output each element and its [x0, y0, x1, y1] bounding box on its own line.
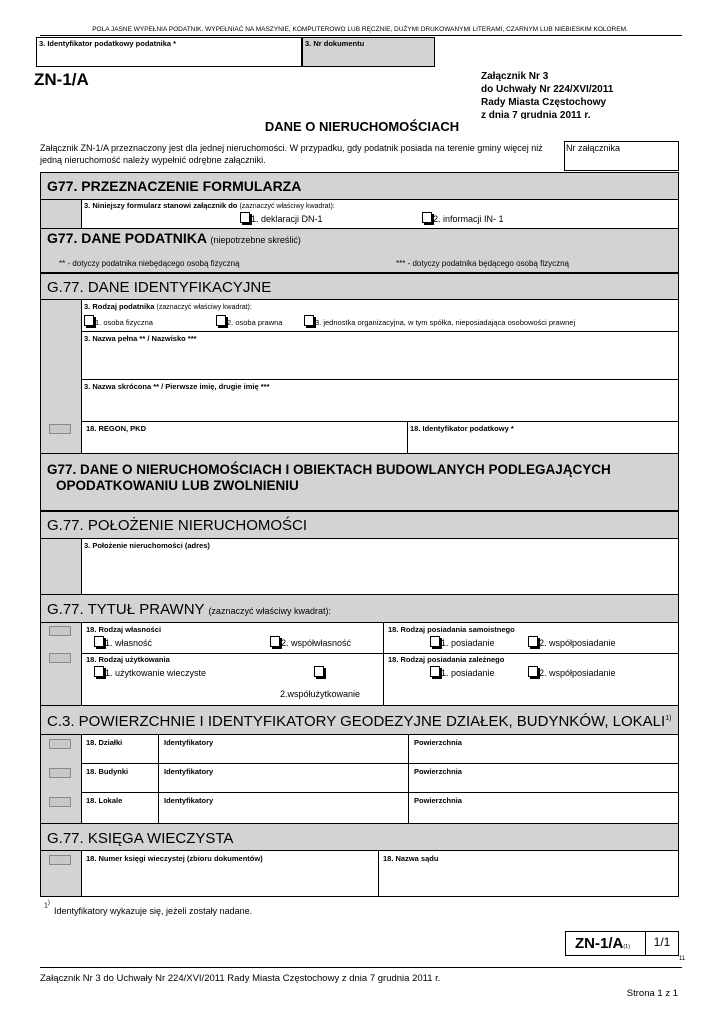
taxpayer-type-field: [82, 300, 679, 332]
section-identification: [40, 273, 679, 300]
legal-title-note: (zaznaczyć właściwy kwadrat):: [208, 606, 331, 616]
section-title: [47, 462, 611, 494]
areas-title: C.3. POWIERZCHNIE I IDENTYFIKATORY GEODEZYJNE DZIAŁEK, BUDYNKÓW, LOKALI: [47, 713, 666, 730]
taxpayer-note-nonnatural: ** - dotyczy podatnika niebędącego osobą fizyczną: [59, 259, 240, 268]
column-divider: [158, 764, 159, 793]
property-title-line1: G77. DANE O NIERUCHOMOŚCIACH I OBIEKTACH BUDOWLANYCH PODLEGAJĄCYCH: [47, 462, 611, 477]
option-dependent-co-possession[interactable]: [528, 666, 616, 678]
option-co-usufruct[interactable]: [314, 666, 325, 678]
identifiers-label: Identyfikatory: [164, 738, 214, 747]
option-perpetual-usufruct-label: 1. użytkowanie wieczyste: [105, 668, 207, 678]
section-title: [47, 713, 671, 730]
checkbox-co-ownership[interactable]: [270, 636, 280, 647]
left-margin: [40, 623, 82, 705]
address-label: 3. Położenie nieruchomości (adres): [84, 541, 210, 550]
page-title: DANE O NIERUCHOMOŚCIACH: [264, 119, 460, 134]
table-row: [82, 764, 679, 793]
annex-line: Rady Miasta Częstochowy: [481, 97, 607, 108]
area-label: Powierzchnia: [414, 767, 462, 776]
ownership-field: [82, 623, 384, 654]
column-divider: [408, 735, 409, 764]
option-ownership-label: 1. własność: [105, 638, 153, 648]
purpose-label-note: (zaznaczyć właściwy kwadrat):: [239, 203, 335, 210]
option-in1[interactable]: [422, 212, 504, 224]
checkbox-natural-person[interactable]: [84, 315, 94, 326]
taxpayer-type-label: [84, 302, 252, 311]
identifiers-label: Identyfikatory: [164, 767, 214, 776]
option-organizational-unit-label: 3. jednostka organizacyjna, w tym spółka, nieposiadająca osobowości prawnej: [315, 318, 576, 327]
footer-small-number: 11: [679, 956, 686, 962]
option-dependent-possession[interactable]: [430, 666, 495, 678]
land-register-number-label: 18. Numer księgi wieczystej (zbioru dokumentów): [86, 854, 263, 863]
property-title-line2: OPODATKOWANIU LUB ZWOLNIENIU: [56, 478, 299, 493]
left-margin: [40, 300, 82, 453]
option-ownership[interactable]: [94, 636, 152, 648]
purpose-label-text: 3. Niniejszy formularz stanowi załącznik do: [84, 201, 238, 210]
usufruct-label: 18. Rodzaj użytkowania: [86, 655, 170, 664]
taxpayer-type-note: (zaznaczyć właściwy kwadrat):: [156, 304, 252, 311]
option-dependent-co-possession-label: 2. współposiadanie: [539, 668, 616, 678]
column-divider: [158, 735, 159, 764]
independent-possession-field: [384, 623, 679, 654]
taxpayer-id-label: 3. Identyfikator podatkowy podatnika *: [39, 39, 177, 48]
court-name-label: 18. Nazwa sądu: [383, 854, 439, 863]
section-purpose: [40, 172, 679, 200]
left-margin: [40, 735, 82, 823]
form-code-box: [565, 931, 679, 956]
footnote-marker-num: 1: [44, 902, 48, 910]
annex-line: do Uchwały Nr 224/XVI/2011: [481, 84, 614, 95]
option-independent-co-possession[interactable]: [528, 636, 616, 648]
footnote-text: Identyfikatory wykazuje się, jeżeli zostały nadane.: [54, 906, 253, 916]
option-dn1[interactable]: [240, 212, 323, 224]
areas-footnote-ref: 1): [665, 715, 672, 722]
section-title: G77. PRZEZNACZENIE FORMULARZA: [47, 178, 302, 194]
section-title: G.77. KSIĘGA WIECZYSTA: [47, 830, 234, 847]
document-number-field: [302, 37, 435, 67]
area-label: Powierzchnia: [414, 796, 462, 805]
attachment-number-field[interactable]: [564, 141, 679, 171]
row-label: 18. Lokale: [86, 796, 123, 805]
dependent-possession-field: [384, 654, 679, 705]
areas-table: [82, 735, 679, 823]
purpose-label: [84, 201, 335, 210]
taxpayer-note-natural: *** - dotyczy podatnika będącego osobą fizyczną: [396, 259, 569, 268]
footer-annex-text: Załącznik Nr 3 do Uchwały Nr 224/XVI/2011 Rady Miasta Częstochowy z dnia 7 grudnia 2011 r.: [40, 973, 441, 984]
checkbox-dependent-possession[interactable]: [430, 666, 440, 677]
area-label: Powierzchnia: [414, 738, 462, 747]
taxpayer-title: G77. DANE PODATNIKA: [47, 230, 207, 246]
row-marker: [49, 797, 71, 807]
table-row: [82, 793, 679, 823]
page-number: Strona 1 z 1: [626, 988, 678, 999]
checkbox-legal-person[interactable]: [216, 315, 226, 326]
checkbox-ownership[interactable]: [94, 636, 104, 647]
option-independent-possession-label: 1. posiadanie: [441, 638, 495, 648]
section-taxpayer: [40, 228, 679, 273]
section-title: G.77. DANE IDENTYFIKACYJNE: [47, 279, 272, 296]
section-title: [47, 230, 301, 246]
section-legal-title: [40, 594, 679, 623]
short-name-label: 3. Nazwa skrócona ** / Pierwsze imię, drugie imię ***: [84, 382, 270, 391]
section-location: [40, 511, 679, 539]
annex-line: z dnia 7 grudnia 2011 r.: [481, 110, 591, 119]
regon-label: 18. REGON, PKD: [86, 424, 147, 433]
table-row: [82, 735, 679, 764]
land-register-number-field[interactable]: [82, 851, 379, 897]
option-natural-person[interactable]: [84, 315, 153, 327]
option-co-ownership-label: 2. współwłasność: [281, 638, 352, 648]
row-marker: [49, 768, 71, 778]
court-name-field[interactable]: [379, 851, 679, 897]
annex-line: Załącznik Nr 3: [481, 71, 549, 82]
top-rule: [40, 35, 682, 36]
option-independent-co-possession-label: 2. współposiadanie: [539, 638, 616, 648]
checkbox-in1[interactable]: [422, 212, 432, 223]
short-name-field[interactable]: [82, 380, 679, 422]
option-co-ownership[interactable]: [270, 636, 351, 648]
column-divider: [158, 793, 159, 823]
usufruct-field: [82, 654, 384, 705]
checkbox-independent-possession[interactable]: [430, 636, 440, 647]
row-marker: [49, 739, 71, 749]
footnote-marker: [44, 900, 50, 909]
regon-field[interactable]: [82, 422, 408, 453]
checkbox-perpetual-usufruct[interactable]: [94, 666, 104, 677]
row-marker: [49, 855, 71, 865]
ownership-label: 18. Rodzaj własności: [86, 625, 162, 634]
footnote-marker-sup: ): [47, 900, 50, 906]
annex-reference: [481, 70, 613, 119]
footer-rule: [40, 967, 682, 968]
row-label: 18. Działki: [86, 738, 123, 747]
footer-form-code-text: ZN-1/A: [575, 935, 624, 952]
full-name-field[interactable]: [82, 332, 679, 380]
form-code: ZN-1/A: [34, 70, 89, 89]
intro-text: Załącznik ZN-1/A przeznaczony jest dla jednej nieruchomości. W przypadku, gdy podatnik posiada na terenie gminy więcej niż jedną nieruchomość należy wypełnić odrębne załączniki.: [40, 143, 543, 165]
tax-id-field[interactable]: [408, 422, 679, 453]
option-legal-person-label: 2. osoba prawna: [227, 318, 283, 327]
left-margin: [40, 851, 82, 897]
section-title: G.77. POŁOŻENIE NIERUCHOMOŚCI: [47, 517, 308, 534]
checkbox-independent-co-possession[interactable]: [528, 636, 538, 647]
option-dn1-label: 1. deklaracji DN-1: [251, 214, 323, 224]
option-perpetual-usufruct[interactable]: [94, 666, 206, 678]
option-dependent-possession-label: 1. posiadanie: [441, 668, 495, 678]
full-name-label: 3. Nazwa pełna ** / Nazwisko ***: [84, 334, 197, 343]
identifiers-label: Identyfikatory: [164, 796, 214, 805]
row-marker: [49, 424, 71, 434]
left-margin: [40, 539, 82, 594]
independent-possession-label: 18. Rodzaj posiadania samoistnego: [388, 625, 515, 634]
row-marker: [49, 653, 71, 663]
taxpayer-type-label-text: 3. Rodzaj podatnika: [84, 302, 155, 311]
column-divider: [408, 764, 409, 793]
legal-title-title: G.77. TYTUŁ PRAWNY: [47, 601, 205, 618]
checkbox-dn1[interactable]: [240, 212, 250, 223]
row-label: 18. Budynki: [86, 767, 129, 776]
attachment-number-label: Nr załącznika: [566, 143, 621, 153]
page-fraction: 1/1: [653, 935, 671, 949]
footer-form-code: [566, 932, 646, 955]
left-margin: [40, 200, 82, 228]
section-title: [47, 601, 331, 618]
column-divider: [408, 793, 409, 823]
footer-form-code-sup: (1): [623, 944, 631, 950]
option-independent-possession[interactable]: [430, 636, 495, 648]
checkbox-dependent-co-possession[interactable]: [528, 666, 538, 677]
address-field[interactable]: [82, 539, 679, 594]
option-natural-person-label: 1. osoba fizyczna: [95, 318, 153, 327]
document-number-label: 3. Nr dokumentu: [305, 39, 365, 48]
fill-instruction: POLA JASNE WYPEŁNIA PODATNIK. WYPEŁNIAĆ NA MASZYNIE, KOMPUTEROWO LUB RĘCZNIE, DUŻYMI DRUKOWANYMI LITERAMI, CZARNYM LUB NIEBIESKIM KOLOREM.: [92, 26, 628, 33]
row-marker: [49, 626, 71, 636]
taxpayer-title-note: (niepotrzebne skreślić): [210, 235, 301, 245]
checkbox-co-usufruct[interactable]: [314, 666, 324, 677]
checkbox-organizational-unit[interactable]: [304, 315, 314, 326]
purpose-field: [82, 200, 679, 228]
option-in1-label: 2. informacji IN- 1: [433, 214, 504, 224]
tax-id-label: 18. Identyfikator podatkowy *: [410, 424, 514, 433]
taxpayer-id-field[interactable]: [36, 37, 302, 67]
option-organizational-unit[interactable]: [304, 315, 575, 327]
option-legal-person[interactable]: [216, 315, 282, 327]
dependent-possession-label: 18. Rodzaj posiadania zależnego: [388, 655, 505, 664]
option-co-usufruct-label: 2.współużytkowanie: [280, 689, 361, 699]
section-property: [40, 453, 679, 511]
section-areas: [40, 705, 679, 735]
section-land-register: [40, 823, 679, 851]
